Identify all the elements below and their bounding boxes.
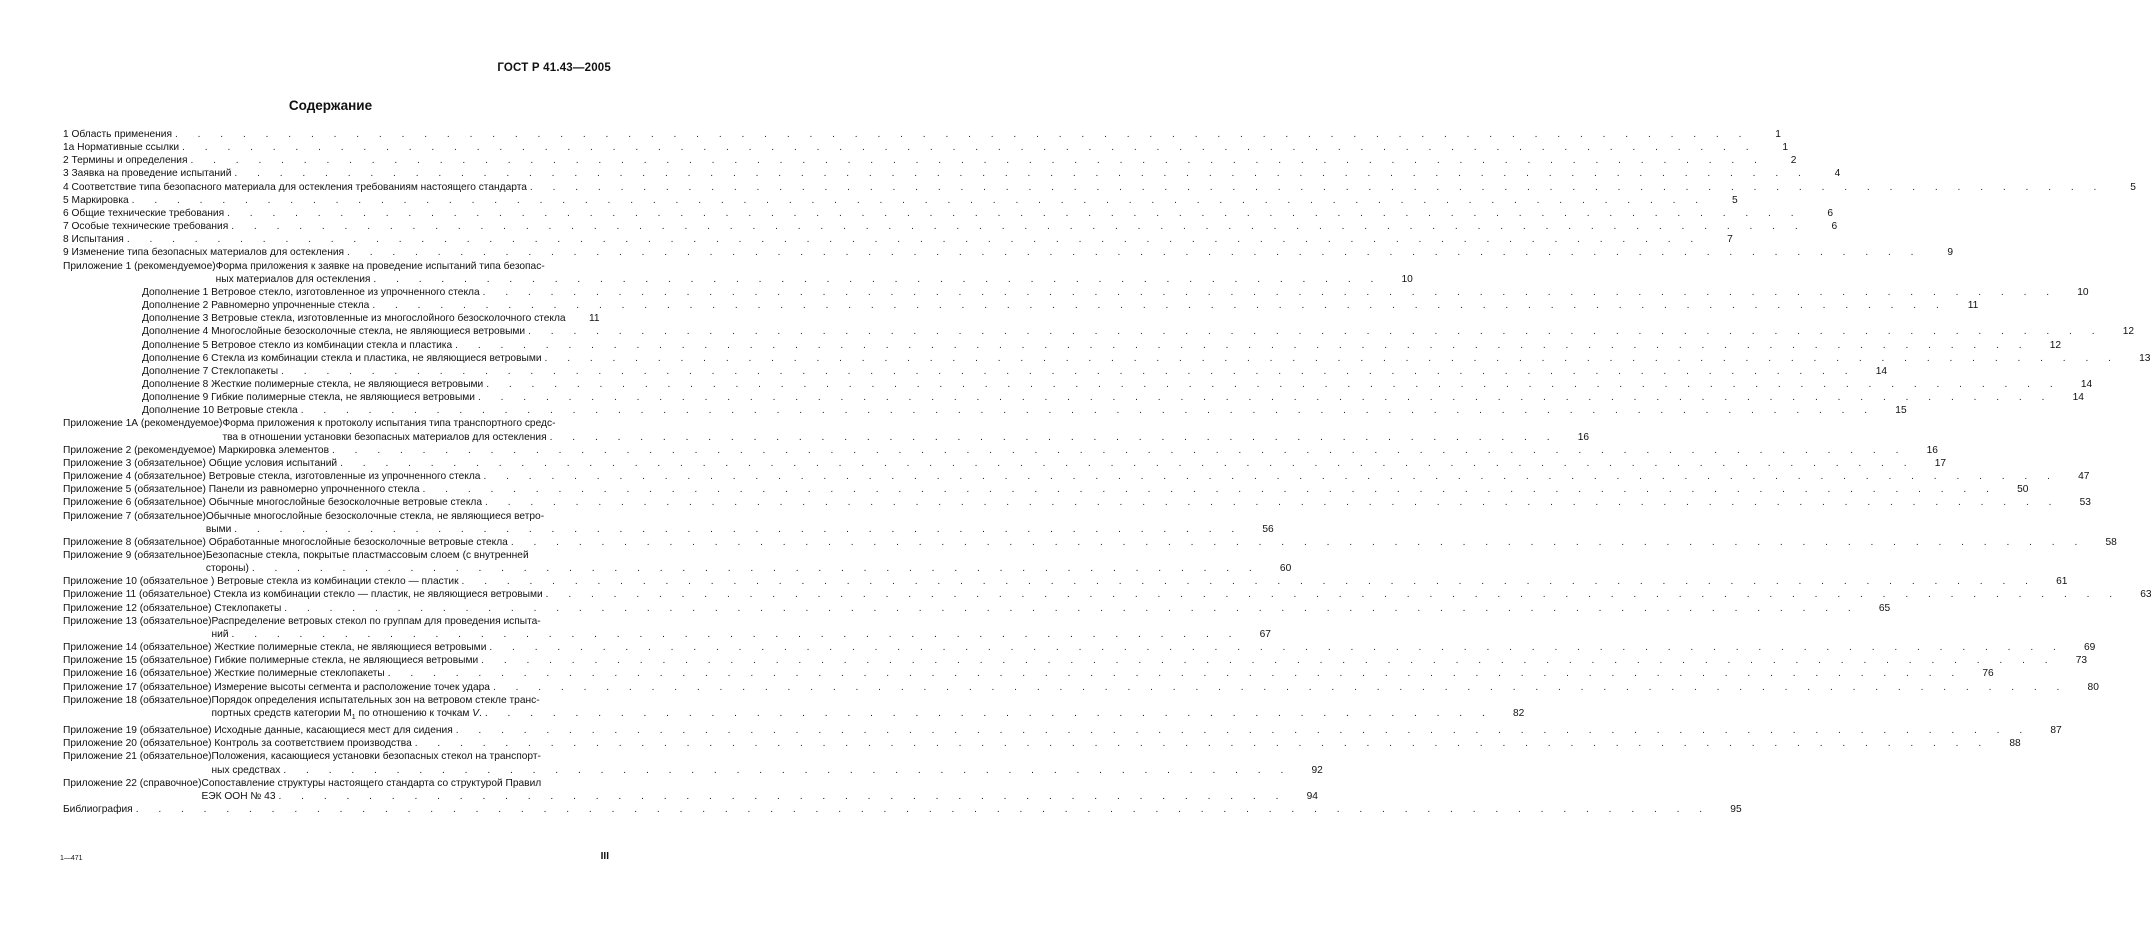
toc-page-number: 10: [2077, 286, 2089, 298]
toc-entry-text: 3 Заявка на проведение испытаний: [63, 168, 232, 180]
toc-entry[interactable]: [63, 299, 1979, 312]
toc-entry-annex-7[interactable]: [63, 510, 1274, 536]
toc-entry-annex-8[interactable]: [63, 536, 2117, 549]
toc-entry[interactable]: [63, 457, 1947, 470]
toc-page-number: 6: [1831, 221, 1838, 233]
toc-page-number: 6: [1827, 207, 1834, 219]
toc-entry-text: портных средств категории $M_1$ по отношению к точкам V.: [211, 707, 482, 721]
toc-entry[interactable]: [63, 207, 1834, 220]
toc-entry[interactable]: [63, 194, 1738, 207]
toc-entry-text: Приложение 12 (обязательное) Стеклопакеты: [63, 602, 282, 614]
footer-print-code: 1—471: [60, 855, 83, 862]
toc-page-number: 80: [2087, 681, 2099, 693]
toc-page-number: 60: [1279, 563, 1292, 575]
toc-page-number: 1: [1782, 142, 1789, 154]
toc-page-number: 7: [1727, 234, 1733, 246]
toc-entry-text: 1а Нормативные ссылки: [63, 142, 180, 154]
toc-entry-text: Порядок определения испытательных зон на ветровом стекле транс-: [211, 694, 540, 706]
toc-entry-text: Дополнение 3 Ветровые стекла, изготовленные из многослойного безосколочного стекла: [142, 313, 566, 325]
toc-entry[interactable]: [63, 602, 1891, 615]
toc-entry-text: 9 Изменение типа безопасных материалов для остекления: [63, 247, 345, 259]
toc-entry-prefix: Приложение 1А (рекомендуемое): [63, 418, 223, 430]
toc-page-number: 11: [1967, 300, 1979, 312]
toc-entry-text: Приложение 2 (рекомендуемое) Маркировка элементов: [63, 444, 329, 456]
toc-entry[interactable]: [63, 404, 1907, 417]
toc-entry-text: Дополнение 10 Ветровые стекла: [142, 405, 298, 417]
toc-entry-text: Положения, касающиеся установки безопасных стекол на транспорт-: [211, 751, 541, 763]
toc-page-number: 12: [2122, 326, 2135, 338]
toc-entry[interactable]: [63, 312, 599, 325]
toc-entry-text: Приложение 3 (обязательное) Общие условия испытаний: [63, 457, 338, 469]
toc-entry-text: Дополнение 8 Жесткие полимерные стекла, не являющиеся ветровыми: [142, 378, 484, 390]
toc-page-number: 14: [2080, 378, 2093, 390]
toc-entry-text: Распределение ветровых стекол по группам для проведения испыта-: [211, 615, 541, 627]
toc-entry-text: Приложение 15 (обязательное) Гибкие полимерные стекла, не являющиеся ветровыми: [63, 655, 479, 667]
toc-entry-text: ных материалов для остекления: [215, 273, 371, 285]
toc-entry[interactable]: [63, 667, 1994, 680]
footer-page-number: III: [600, 851, 609, 862]
toc-entry[interactable]: [63, 246, 1953, 259]
toc-page-number: 14: [1875, 365, 1888, 377]
toc-entry-annex-21[interactable]: [63, 750, 1323, 776]
toc-entry-text: Дополнение 5 Ветровое стекло из комбинации стекла и пластика: [142, 339, 453, 351]
toc-page-number: 67: [1259, 628, 1271, 640]
toc-entry-text: стороны): [205, 563, 249, 575]
toc-entry-prefix: Приложение 22 (справочное): [63, 777, 202, 789]
toc-page-number: 65: [1878, 602, 1891, 614]
toc-page-number: 58: [2105, 536, 2117, 548]
toc-entry-text: тва в отношении установки безопасных материалов для остекления: [222, 431, 547, 443]
toc-entry-text: Форма приложения к заявке на проведение испытаний типа безопас-: [215, 260, 545, 272]
toc-entry-text: ных средствах: [211, 764, 281, 776]
toc-entry[interactable]: [63, 588, 2152, 601]
toc-page-number: 13: [2139, 352, 2151, 364]
toc-entry[interactable]: [63, 378, 2093, 391]
toc-entry-text: Обычные многослойные безосколочные стекла, не являющиеся ветро-: [205, 510, 545, 522]
toc-entry-text: Безопасные стекла, покрытые пластмассовым слоем (с внутренней: [205, 550, 529, 561]
toc-entry-prefix: Приложение 18 (обязательное): [63, 694, 212, 706]
toc-page-number: 5: [1731, 194, 1738, 206]
document-header: ГОСТ Р 41.43—2005: [497, 62, 611, 74]
toc-entry-prefix: Приложение 13 (обязательное): [63, 615, 212, 627]
toc-entry-text: Приложение 16 (обязательное) Жесткие полимерные стеклопакеты: [63, 668, 385, 680]
toc-entry-text: 5 Маркировка: [63, 194, 129, 206]
toc-page-number: 87: [2050, 725, 2062, 737]
toc-page-number: 92: [1311, 764, 1323, 776]
toc-entry-prefix: Приложение 9 (обязательное): [63, 550, 206, 561]
toc-entry-text: Приложение 5 (обязательное) Панели из равномерно упрочненного стекла: [63, 484, 420, 496]
toc-entry-prefix: Приложение 7 (обязательное): [63, 510, 206, 522]
toc-page-number: 76: [1982, 668, 1994, 680]
toc-page-number: 88: [2009, 738, 2021, 750]
toc-entry-text: 1 Область применения: [63, 129, 172, 140]
toc-page-number: 61: [2056, 576, 2068, 588]
toc-page-number: 16: [1577, 431, 1590, 443]
toc-entry[interactable]: [63, 220, 1838, 233]
toc-page-number: 95: [1730, 804, 1742, 815]
toc-page-number: 14: [2072, 392, 2084, 404]
toc-entry-text: Библиография: [63, 804, 133, 815]
toc-entry-text: Дополнение 7 Стеклопакеты: [142, 365, 279, 377]
toc-page-number: 50: [2017, 484, 2029, 496]
toc-entry-bibliography[interactable]: [63, 803, 1742, 816]
toc-entry-text: 6 Общие технические требования: [63, 207, 225, 219]
toc-entry-annex-18[interactable]: [63, 694, 1525, 724]
toc-entry-text: Приложение 6 (обязательное) Обычные многослойные безосколочные ветровые стекла: [63, 497, 483, 509]
toc-entry[interactable]: [63, 575, 2068, 588]
toc-entry[interactable]: [63, 737, 2021, 750]
toc-entry-annex-1[interactable]: [63, 260, 1413, 286]
toc-page-number: 1: [1775, 129, 1781, 140]
toc-page-number: 5: [2130, 181, 2136, 193]
toc-page-number: 47: [2078, 471, 2090, 483]
toc-entry-prefix: Приложение 21 (обязательное): [63, 751, 212, 763]
toc-entry[interactable]: [63, 352, 2151, 365]
toc-entry[interactable]: [63, 233, 1733, 246]
toc-entry[interactable]: [63, 681, 2099, 694]
table-of-contents: [63, 128, 2152, 816]
toc-entry[interactable]: [63, 470, 2090, 483]
toc-entry[interactable]: [63, 154, 1797, 167]
toc-entry-text: выми: [205, 523, 232, 535]
toc-page-number: 15: [1895, 405, 1907, 417]
toc-entry-text: Приложение 11 (обязательное) Стекла из комбинации стекло — пластик, не являющиеся ветровыми: [63, 589, 543, 601]
page-title: Содержание: [288, 98, 373, 113]
toc-entry[interactable]: [63, 483, 2029, 496]
toc-entry-text: Приложение 19 (обязательное) Исходные данные, касающиеся мест для сидения: [63, 725, 453, 737]
toc-entry-text: ний: [211, 628, 229, 640]
toc-page-number: 10: [1401, 273, 1413, 285]
toc-entry-annex-13[interactable]: [63, 615, 1271, 641]
toc-entry-annex-1a[interactable]: [63, 417, 1590, 443]
toc-entry-annex-9[interactable]: [63, 549, 1292, 575]
toc-page-number: 69: [2083, 642, 2096, 654]
toc-entry-text: Приложение 8 (обязательное) Обработанные многослойные безосколочные ветровые стекла: [63, 536, 508, 548]
toc-page-number: 9: [1947, 247, 1953, 259]
toc-page-number: 73: [2075, 655, 2088, 667]
toc-entry[interactable]: [63, 286, 2089, 299]
toc-entry-text: Приложение 14 (обязательное) Жесткие полимерные стекла, не являющиеся ветровыми: [63, 642, 487, 654]
toc-entry-prefix: Приложение 1 (рекомендуемое): [63, 260, 216, 272]
toc-entry-text: Дополнение 6 Стекла из комбинации стекла и пластика, не являющиеся ветровыми: [142, 352, 542, 364]
toc-page-number: 2: [1790, 155, 1797, 167]
toc-entry[interactable]: [63, 391, 2084, 404]
toc-entry-text: Сопоставление структуры настоящего стандарта со структурой Правил: [201, 777, 542, 789]
toc-entry[interactable]: [63, 496, 2091, 509]
toc-entry-text: Дополнение 1 Ветровое стекло, изготовленное из упрочненного стекла: [142, 286, 480, 298]
toc-page-number: 16: [1926, 444, 1938, 456]
toc-entry-text: ЕЭК ООН № 43: [201, 790, 276, 802]
toc-entry-text: Приложение 17 (обязательное) Измерение высоты сегмента и расположение точек удара: [63, 681, 490, 693]
toc-entry-text: Дополнение 4 Многослойные безосколочные стекла, не являющиеся ветровыми: [142, 326, 526, 338]
toc-page-number: 82: [1512, 707, 1525, 719]
toc-entry[interactable]: [63, 141, 1789, 154]
toc-entry-text: Дополнение 9 Гибкие полимерные стекла, не являющиеся ветровыми: [142, 392, 475, 404]
toc-entry-text: 4 Соответствие типа безопасного материала для остекления требованиям настоящего стандарта: [63, 181, 527, 193]
toc-entry[interactable]: [63, 641, 2096, 654]
toc-page-number: 4: [1834, 168, 1841, 180]
toc-entry-annex-22[interactable]: [63, 777, 1318, 803]
toc-entry[interactable]: [63, 654, 2088, 667]
toc-entry-text: Дополнение 2 Равномерно упрочненные стекла: [142, 300, 370, 312]
toc-entry-text: 2 Термины и определения: [63, 155, 188, 167]
toc-entry-text: Приложение 4 (обязательное) Ветровые стекла, изготовленные из упрочненного стекла: [63, 471, 481, 483]
toc-page-number: 17: [1934, 457, 1947, 469]
toc-page-number: 53: [2079, 497, 2091, 509]
toc-entry-text: Приложение 20 (обязательное) Контроль за соответствием производства: [63, 738, 412, 750]
toc-page-number: 94: [1306, 790, 1318, 802]
toc-page-number: 11: [589, 313, 600, 325]
toc-page-number: 63: [2140, 589, 2152, 601]
toc-entry[interactable]: [63, 444, 1938, 457]
toc-entry[interactable]: [63, 724, 2062, 737]
toc-entry-text: 7 Особые технические требования: [63, 221, 229, 233]
toc-entry[interactable]: [63, 128, 1781, 141]
toc-entry[interactable]: [63, 325, 2135, 338]
toc-entry[interactable]: [63, 365, 1888, 378]
toc-page-number: 56: [1262, 523, 1274, 535]
toc-entry[interactable]: [63, 181, 2136, 194]
toc-entry[interactable]: [63, 339, 2062, 352]
toc-entry-text: Форма приложения к протоколу испытания типа транспортного средс-: [222, 418, 556, 430]
toc-entry-text: 8 Испытания: [63, 234, 124, 246]
toc-page-number: 12: [2049, 339, 2062, 351]
toc-entry-text: Приложение 10 (обязательное ) Ветровые стекла из комбинации стекло — пластик: [63, 576, 459, 588]
toc-entry[interactable]: [63, 167, 1841, 180]
